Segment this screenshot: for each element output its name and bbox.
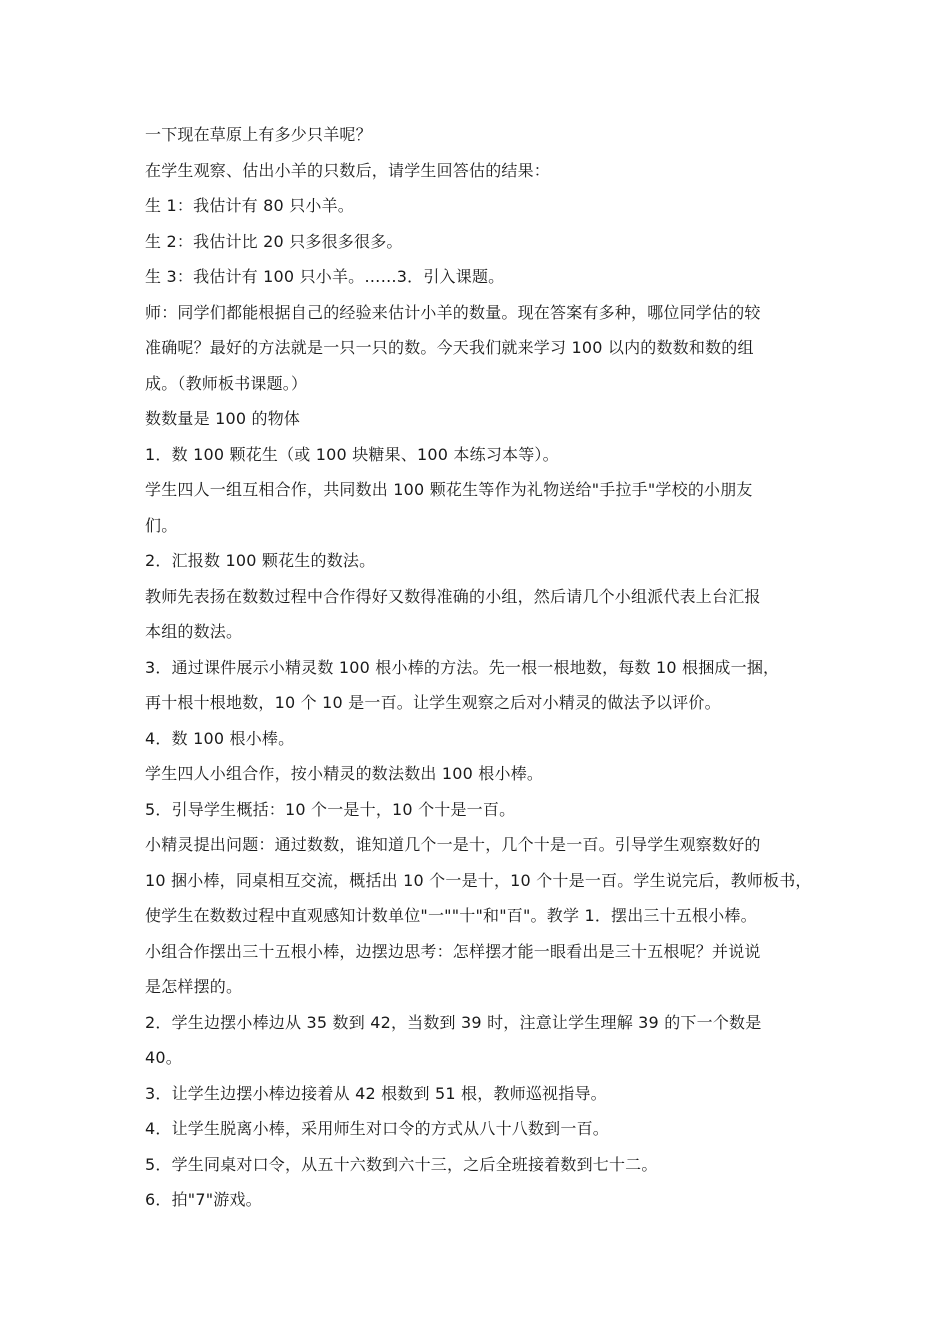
text-line: 3．通过课件展示小精灵数 100 根小棒的方法。先一根一根地数，每数 10 根捆成一捆，	[145, 657, 780, 677]
text-line: 学生四人一组互相合作，共同数出 100 颗花生等作为礼物送给"手拉手"学校的小朋友	[145, 480, 753, 499]
section-heading: 数数量是 100 的物体	[145, 409, 301, 428]
text-line: 小组合作摆出三十五根小棒，边摆边思考：怎样摆才能一眼看出是三十五根呢？并说说	[145, 941, 761, 961]
text-line: 1．数 100 颗花生（或 100 块糖果、100 本练习本等）。	[145, 444, 559, 464]
text-line: 6．拍"7"游戏。	[145, 1190, 262, 1209]
text-line: 学生四人小组合作，按小精灵的数法数出 100 根小棒。	[145, 764, 544, 783]
text-line: 生 3：我估计有 100 只小羊。……3．引入课题。	[145, 267, 505, 286]
text-line: 成。（教师板书课题。）	[145, 373, 308, 393]
text-line: 2．汇报数 100 颗花生的数法。	[145, 551, 376, 570]
text-line: 3．让学生边摆小棒边接着从 42 根数到 51 根，教师巡视指导。	[145, 1083, 607, 1103]
text-line: 一下现在草原上有多少只羊呢？	[145, 125, 372, 144]
text-line: 在学生观察、估出小羊的只数后，请学生回答估的结果：	[145, 160, 551, 180]
text-line: 使学生在数数过程中直观感知计数单位"一""十"和"百"。教学 1．摆出三十五根小棒。	[145, 906, 757, 925]
text-line: 是怎样摆的。	[145, 977, 243, 996]
text-line: 师：同学们都能根据自己的经验来估计小羊的数量。现在答案有多种，哪位同学估的较	[145, 302, 761, 322]
text-line: 生 2：我估计比 20 只多很多很多。	[145, 231, 403, 251]
text-line: 教师先表扬在数数过程中合作得好又数得准确的小组，然后请几个小组派代表上台汇报	[145, 586, 761, 606]
text-line: 5．引导学生概括：10 个一是十，10 个十是一百。	[145, 799, 516, 819]
text-line: 40。	[145, 1048, 182, 1067]
text-line: 小精灵提出问题：通过数数，谁知道几个一是十，几个十是一百。引导学生观察数好的	[145, 835, 761, 854]
text-line: 生 1：我估计有 80 只小羊。	[145, 196, 354, 215]
text-line: 10 捆小棒，同桌相互交流，概括出 10 个一是十，10 个十是一百。学生说完后，教师板书，	[145, 870, 812, 890]
text-line: 2．学生边摆小棒边从 35 数到 42，当数到 39 时，注意让学生理解 39 的下一个数是	[145, 1012, 762, 1032]
text-line: 本组的数法。	[145, 622, 243, 641]
text-line: 再十根十根地数，10 个 10 是一百。让学生观察之后对小精灵的做法予以评价。	[145, 693, 721, 712]
text-line: 4．数 100 根小棒。	[145, 728, 295, 748]
text-line: 5．学生同桌对口令，从五十六数到六十三，之后全班接着数到七十二。	[145, 1154, 658, 1174]
text-line: 4．让学生脱离小棒，采用师生对口令的方式从八十八数到一百。	[145, 1119, 609, 1138]
text-line: 们。	[145, 515, 178, 535]
document-body	[145, 117, 815, 1218]
text-line: 准确呢？最好的方法就是一只一只的数。今天我们就来学习 100 以内的数数和数的组	[145, 338, 754, 357]
